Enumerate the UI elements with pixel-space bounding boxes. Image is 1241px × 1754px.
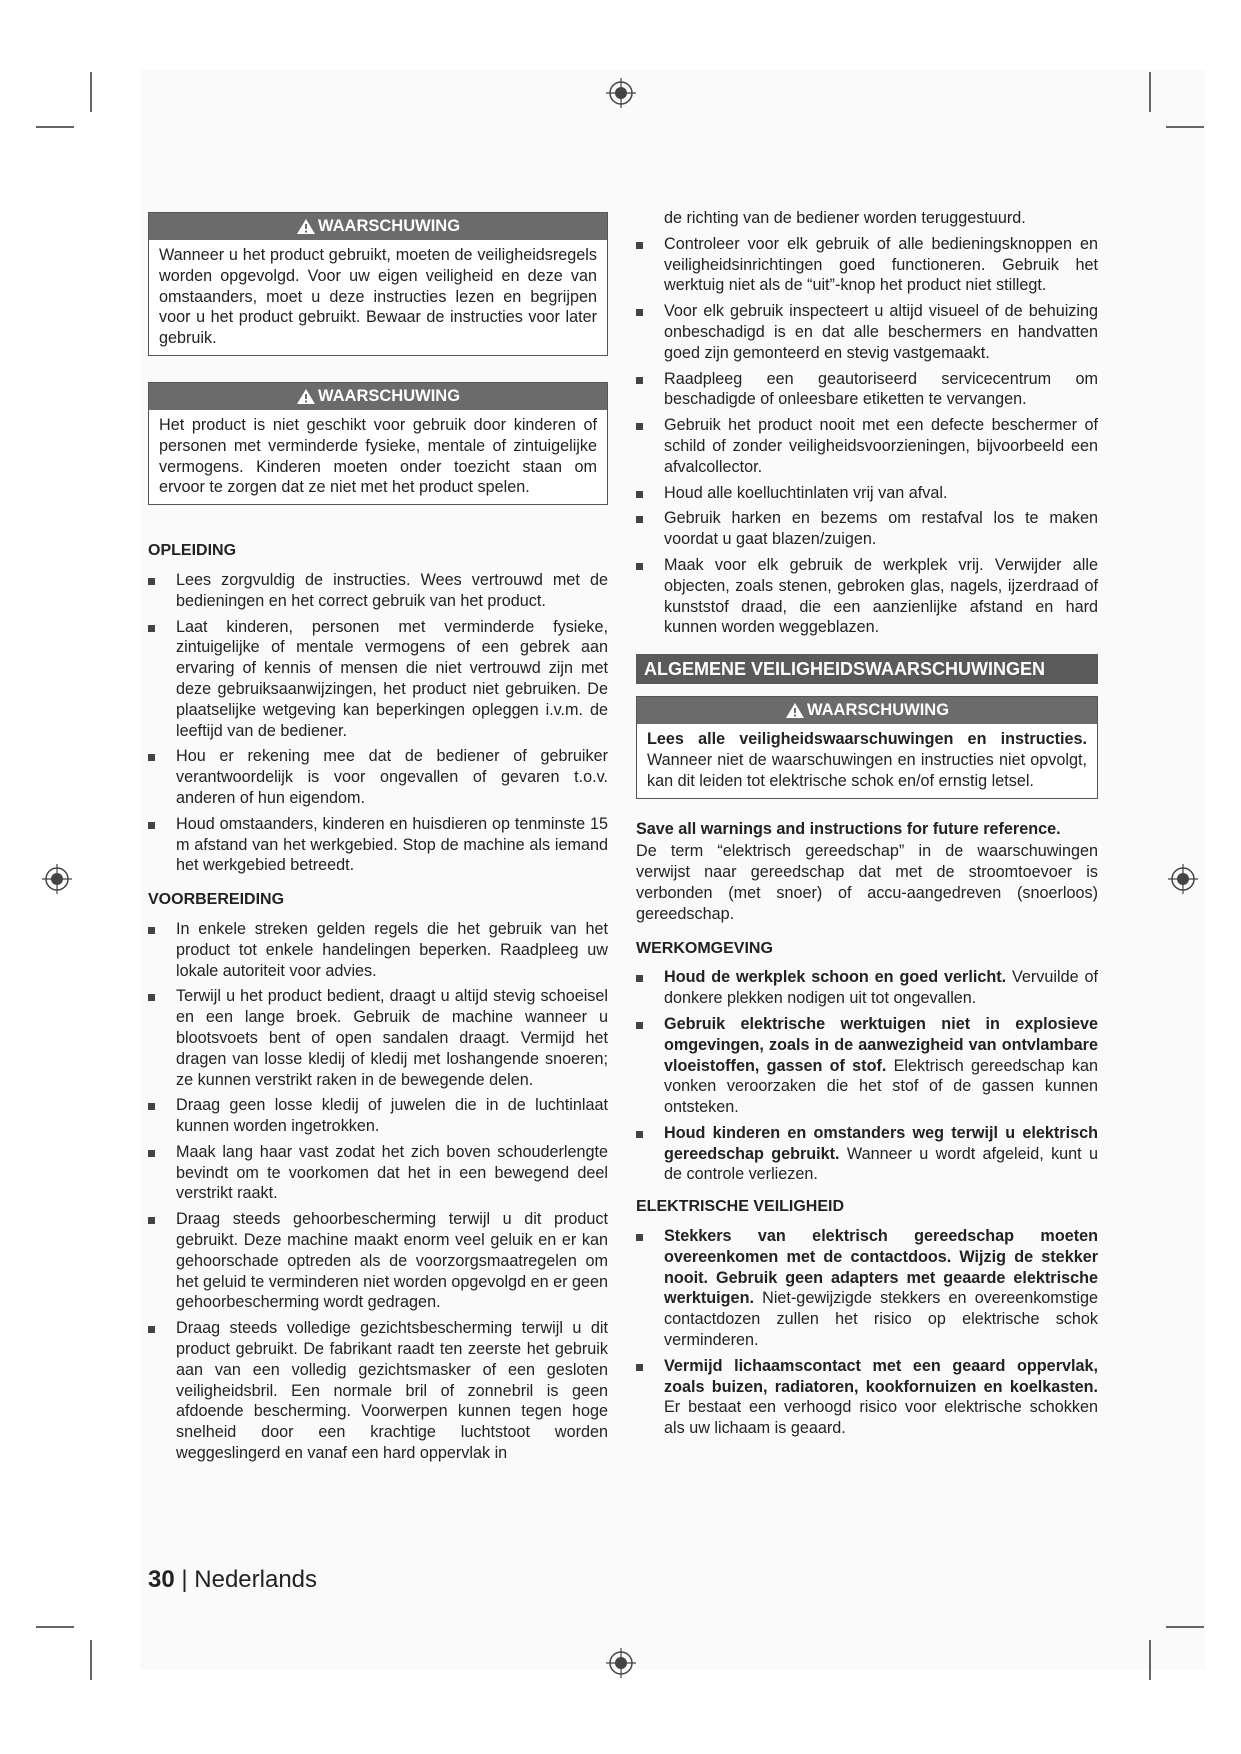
registration-mark-icon [606,1648,636,1678]
bullet-icon [148,1103,155,1110]
section-banner: ALGEMENE VEILIGHEIDSWAARSCHUWINGEN [636,654,1098,684]
warning-header [637,697,1097,724]
list-item: Lees zorgvuldig de instructies. Wees vertrouwd met de bedieningen en het correct gebruik van het product. [148,570,608,612]
warning-title: WAARSCHUWING [806,701,950,720]
left-column [148,212,608,1469]
warning-triangle-icon [296,218,316,235]
save-instructions-text: Save all warnings and instructions for future reference. [636,819,1061,838]
section-title-werkomgeving: WERKOMGEVING [636,939,773,957]
crop-mark [1166,126,1204,128]
bullet-icon [636,1022,643,1029]
section-title-voorbereiding: VOORBEREIDING [148,891,285,909]
page-number: 30 [148,1566,175,1593]
bullet-icon [148,1326,155,1333]
bullet-icon [636,309,643,316]
list-item: Maak lang haar vast zodat het zich boven schouderlengte bevindt om te voorkomen dat het in een bewegend deel verstrikt raakt. [148,1142,608,1204]
bullet-icon [148,822,155,829]
list-item: Hou er rekening mee dat de bediener of gebruiker verantwoordelijk is voor ongevallen of gevaren t.o.v. anderen of hun eigendom. [148,746,608,808]
safety-list [636,234,1098,638]
warning-text: Het product is niet geschikt voor gebruik door kinderen of personen met verminderde fysieke, mentale of zintuigelijke vermogens. Kinderen moeten onder toezicht staan om ervoor te zorgen dat ze niet met het product spelen. [159,415,597,497]
warning-header [149,213,607,240]
crop-mark [36,126,74,128]
registration-mark-icon [1168,864,1198,894]
bullet-icon [636,377,643,384]
warning-box [636,696,1098,798]
warning-triangle-icon [785,702,805,719]
warning-triangle-icon [296,388,316,405]
list-item: Houd de werkplek schoon en goed verlicht. Vervuilde of donkere plekken nodigen uit tot ongevallen. [636,967,1098,1009]
term-paragraph: De term “elektrisch gereedschap” in de waarschuwingen verwijst naar gereedschap dat met de stroomtoevoer is verbonden (met snoer) of accu-aangedreven (snoerloos) gereedschap. [636,842,1098,923]
registration-mark-icon [606,78,636,108]
bullet-icon [636,516,643,523]
list-item: Terwijl u het product bedient, draagt u altijd stevig schoeisel en een lange broek. Gebruik de machine wanneer u blootsvoets bent of open sandalen draagt. Vermijd het dragen van losse kledij of kledij met loshangende snoeren; ze kunnen verstrikt raken in de bewegende delen. [148,986,608,1090]
warning-header [149,383,607,410]
bullet-icon [148,1150,155,1157]
list-item: Maak voor elk gebruik de werkplek vrij. Verwijder alle objecten, zoals stenen, gebroken glas, nagels, ijzerdraad of kunststof draad, die een aanzienlijke afstand en hard kunnen worden weggeblazen. [636,555,1098,638]
list-item: Draag geen losse kledij of juwelen die in de luchtinlaat kunnen worden ingetrokken. [148,1095,608,1137]
footer-language: Nederlands [194,1566,318,1593]
list-item: In enkele streken gelden regels die het gebruik van het product tot enkele handelingen beperken. Raadpleeg uw lokale autoriteit voor advies. [148,919,608,981]
bullet-icon [636,1364,643,1371]
page-footer [148,1566,317,1594]
warning-text: Lees alle veiligheidswaarschuwingen en instructies. Wanneer niet de waarschuwingen en instructies niet opvolgt, kan dit leiden tot elektrische schok en/of ernstig letsel. [647,730,1087,790]
bullet-icon [636,1234,643,1241]
bullet-icon [148,754,155,761]
bullet-icon [636,491,643,498]
werkomgeving-list [636,967,1098,1185]
crop-mark [1149,1640,1151,1680]
bullet-icon [148,578,155,585]
list-item: Stekkers van elektrisch gereedschap moeten overeenkomen met de contactdoos. Wijzig de stekker nooit. Gebruik geen adapters met geaarde elektrische werktuigen. Niet-gewijzigde stekkers en overeenkomstige contactdozen zullen het risico op elektrische schok verminderen. [636,1226,1098,1351]
list-item: Laat kinderen, personen met verminderde fysieke, zintuigelijke of mentale vermogens of een gebrek aan ervaring of kennis of mensen die niet vertrouwd zijn met deze gebruiksaanwijzingen, het product niet gebruiken. De plaatselijke wetgeving kan beperkingen opleggen i.v.m. de leeftijd van de bediener. [148,617,608,742]
list-item: Houd alle koelluchtinlaten vrij van afval. [636,483,1098,504]
bullet-icon [148,927,155,934]
list-item: Houd kinderen en omstanders weg terwijl u elektrisch gereedschap gebruikt. Wanneer u wordt afgeleid, kunt u de controle verliezen. [636,1123,1098,1185]
crop-mark [1166,1626,1204,1628]
section-title-opleiding: OPLEIDING [148,542,237,560]
section-title-elektrisch: ELEKTRISCHE VEILIGHEID [636,1198,845,1216]
list-item: Controleer voor elk gebruik of alle bedieningsknoppen en veiligheidsinrichtingen goed functioneren. Gebruik het werktuig niet als de “uit”-knop het product niet stillegt. [636,234,1098,296]
voorbereiding-list [148,919,608,1464]
continued-text: de richting van de bediener worden teruggestuurd. [664,209,1026,227]
bullet-icon [636,423,643,430]
list-item: Vermijd lichaamscontact met een geaard oppervlak, zoals buizen, radiatoren, kookfornuizen en koelkasten. Er bestaat een verhoogd risico voor elektrische schokken als uw lichaam is geaard. [636,1356,1098,1439]
warning-box [148,212,608,356]
warning-box [148,382,608,505]
bullet-icon [148,1217,155,1224]
warning-text: Wanneer u het product gebruikt, moeten de veiligheidsregels worden opgevolgd. Voor uw eigen veiligheid en deze van omstaanders, moet u deze instructies lezen en begrijpen voor u het product gebruikt. Bewaar de instructies voor later gebruik. [159,246,597,348]
right-column [636,208,1098,1444]
bullet-icon [636,563,643,570]
list-item: Draag steeds gehoorbescherming terwijl u dit product gebruikt. Deze machine maakt enorm veel geluik en er kan gehoorschade optreden als de voorzorgsmaatregelen om het geluid te verminderen niet worden opgevolgd en er geen gehoorbescherming wordt gedragen. [148,1209,608,1313]
list-item: Gebruik harken en bezems om restafval los te maken voordat u gaat blazen/zuigen. [636,508,1098,550]
footer-separator: | [181,1566,188,1593]
elektrisch-list [636,1226,1098,1439]
warning-title: WAARSCHUWING [317,386,461,405]
list-item: Draag steeds volledige gezichtsbescherming terwijl u dit product gebruikt. De fabrikant raadt ten zeerste het gebruik aan van een volledig gezichtsmasker of een gesloten veiligheidsbril. Een normale bril of zonnebril is geen afdoende bescherming. Voorwerpen kunnen tegen hoge snelheid door een krachtige luchtstoot worden weggeslingerd en vanaf een hard oppervlak in [148,1318,608,1464]
registration-mark-icon [42,864,72,894]
bullet-icon [636,975,643,982]
bullet-icon [636,242,643,249]
warning-title: WAARSCHUWING [317,217,461,235]
crop-mark [36,1626,74,1628]
bullet-icon [148,625,155,632]
list-item: Gebruik het product nooit met een defecte beschermer of schild of zonder veiligheidsvoorzieningen, bijvoorbeeld een afvalcollector. [636,415,1098,477]
list-item: Raadpleeg een geautoriseerd servicecentrum om beschadigde of onleesbare etiketten te vervangen. [636,369,1098,411]
list-item: Voor elk gebruik inspecteert u altijd visueel of de behuizing onbeschadigd is en dat alle beschermers en handvatten goed zijn gemonteerd en stevig vastgemaakt. [636,301,1098,363]
bullet-icon [636,1131,643,1138]
bullet-icon [148,994,155,1001]
opleiding-list [148,570,608,876]
list-item: Houd omstaanders, kinderen en huisdieren op tenminste 15 m afstand van het werkgebied. Stop de machine als iemand het werkgebied betreedt. [148,814,608,876]
crop-mark [90,72,92,112]
list-item: Gebruik elektrische werktuigen niet in explosieve omgevingen, zoals in de aanwezigheid van ontvlambare vloeistoffen, gassen of stof. Elektrisch gereedschap kan vonken veroorzaken die het stof of de gassen kunnen ontsteken. [636,1014,1098,1118]
crop-mark [90,1640,92,1680]
crop-mark [1149,72,1151,112]
